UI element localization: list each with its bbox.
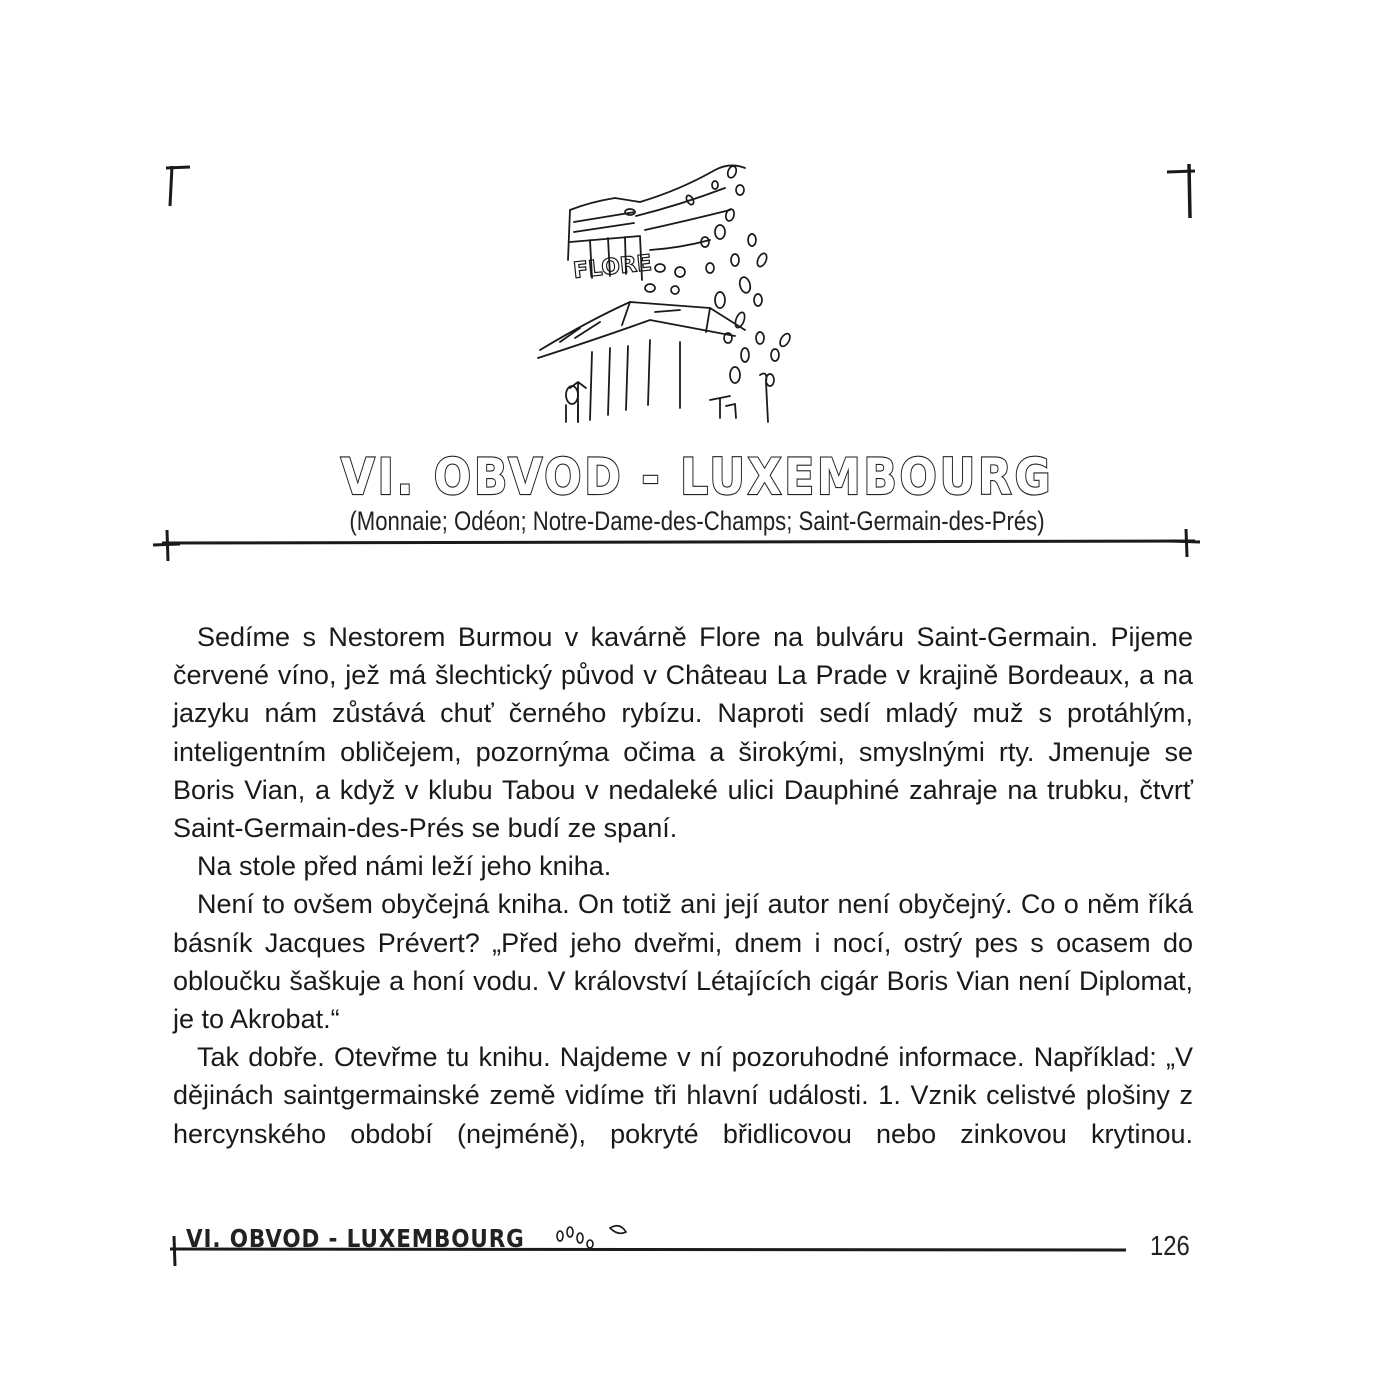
- paragraph-4: Tak dobře. Otevřme tu knihu. Najdeme v ní pozoruhodné informace. Například: „V dějinách saintgermainské země vidíme tři hlavní události. 1. Vznik celistvé plošiny z hercynského období (nejméně), pokryté břidlicovou nebo zinkovou krytinou.: [173, 1042, 1193, 1149]
- paragraph-3: Není to ovšem obyčejná kniha. On totiž ani její autor není obyčejný. Co o něm říká básník Jacques Prévert? „Před jeho dveřmi, dnem i nocí, ostrý pes s ocasem do obloučku šaškuje a honí vodu. V království Létajících cigár Boris Vian není Diplomat, je to Akrobat.“: [173, 889, 1193, 1035]
- body-text: [173, 618, 1193, 1153]
- paragraph-2: Na stole před námi leží jeho kniha.: [197, 851, 612, 882]
- chapter-title: VI. OBVOD - LUXEMBOURG: [340, 448, 1054, 506]
- cafe-sign: FLORE: [572, 250, 654, 284]
- paragraph-1: Sedíme s Nestorem Burmou v kavárně Flore na bulváru Saint-Germain. Pijeme červené víno, jež má šlechtický původ v Château La Prade v krajině Bordeaux, a na jazyku nám zůstává chuť černého rybízu. Naproti sedí mladý muž s protáhlým, inteligentním obličejem, pozornýma očima a širokými, smyslnými rty. Jmenuje se Boris Vian, a když v klubu Tabou v nedaleké ulici Dauphiné zahraje na trubku, čtvrť Saint-Germain-des-Prés se budí ze spaní.: [173, 622, 1193, 844]
- chapter-rule: [150, 525, 1210, 565]
- crop-mark-top-right: [1165, 160, 1205, 222]
- crop-mark-top-left: [160, 160, 200, 210]
- page-number: 126: [1150, 1230, 1190, 1261]
- chapter-subtitle: (Monnaie; Odéon; Notre-Dame-des-Champs; Saint-Germain-des-Prés): [349, 506, 1045, 536]
- footer-chapter-title: VI. OBVOD - LUXEMBOURG: [186, 1224, 525, 1253]
- cafe-flore-illustration: [530, 160, 800, 435]
- footer-rule: [160, 1232, 1140, 1272]
